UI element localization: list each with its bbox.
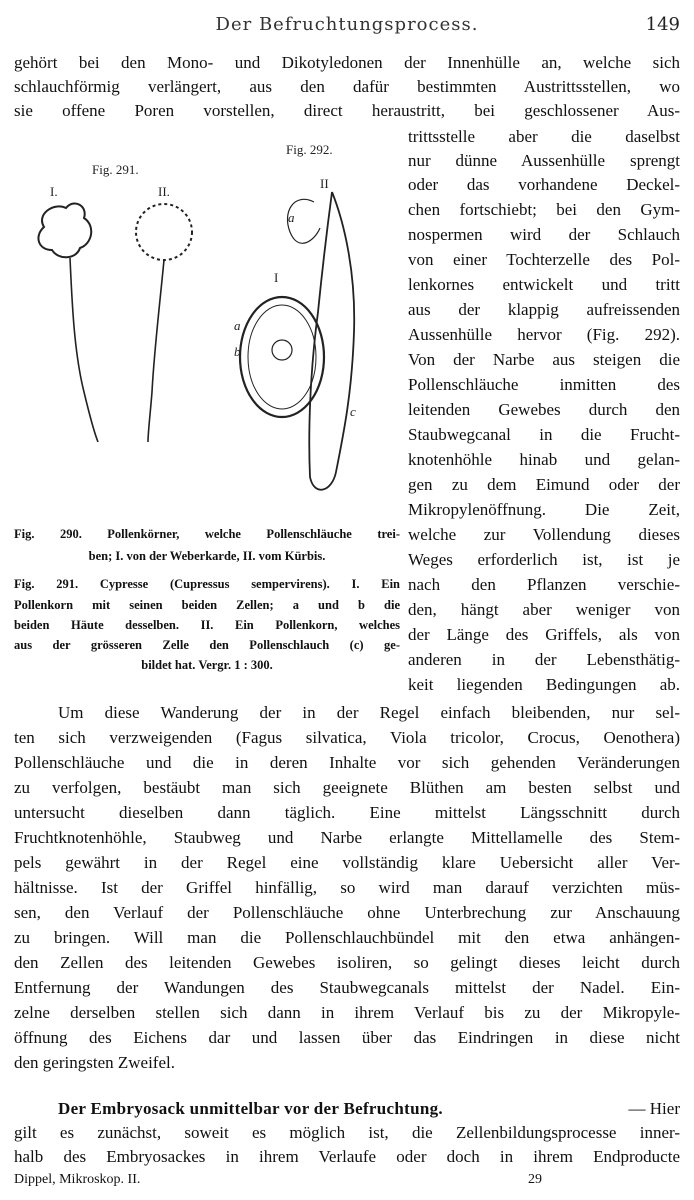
caption-line: aus der grösseren Zelle den Pollenschlauch (c) ge-	[14, 638, 400, 652]
figure-area	[14, 132, 400, 522]
text-line: Aussenhülle hervor (Fig. 292).	[408, 325, 680, 344]
text-line: Fruchtknotenhöhle, Staubweg und Narbe erlangte Mittellamelle des Stem-	[14, 828, 680, 847]
mark-a-top: a	[288, 210, 295, 225]
page-footer	[14, 1172, 680, 1194]
text-line: lenkornes entwickelt und tritt	[408, 275, 680, 294]
running-title: Der Befruchtungsprocess.	[215, 14, 479, 35]
mark-c: c	[350, 404, 356, 419]
pollen-tube-I	[70, 258, 98, 442]
pollen-grain-cypress	[240, 297, 324, 417]
fig-label-I-mid: I	[274, 270, 279, 285]
text-line: Mikropylenöffnung. Die Zeit,	[408, 500, 680, 519]
text-line: Pollenschläuche und die in deren Inhalte vor sich gehenden Veränderungen	[14, 753, 680, 772]
text-line: von einer Tochterzelle des Pol-	[408, 250, 680, 269]
text-line: keit liegenden Bedingungen ab.	[408, 675, 680, 694]
text-line: hältnisse. Ist der Griffel hinfällig, so wird man darauf verzichten müs-	[14, 878, 680, 897]
fig-291-title: Fig. 291.	[92, 162, 139, 177]
text-line: Staubwegcanal in die Frucht-	[408, 425, 680, 444]
caption-line: Fig. 291. Cypresse (Cupressus sempervirens). I. Ein	[14, 577, 400, 591]
text-line: Um diese Wanderung der in der Regel einfach bleibenden, nur sel-	[58, 703, 680, 722]
text-line: chen fortschiebt; bei den Gym-	[408, 200, 680, 219]
text-line: oder das vorhandene Deckel-	[408, 175, 680, 194]
text-line: anderen in der Lebensthätig-	[408, 650, 680, 669]
fig-label-I: I.	[50, 184, 58, 199]
pollen-tube-cypress	[309, 192, 354, 490]
pollen-illustration	[14, 132, 400, 522]
mark-a: a	[234, 318, 241, 333]
pollen-grain-I	[38, 203, 91, 257]
text-line: nach den Pflanzen verschie-	[408, 575, 680, 594]
text-line: schlauchförmig verlängert, aus den dafür bestimmten Austrittsstellen, wo	[14, 77, 680, 96]
caption-line: Fig. 290. Pollenkörner, welche Pollenschläuche trei-	[14, 527, 400, 541]
text-line: den, hängt aber weniger von	[408, 600, 680, 619]
fig-label-II-top: II	[320, 176, 329, 191]
pollen-tube-II	[148, 260, 164, 442]
text-line: ten sich verzweigenden (Fagus silvatica, Viola tricolor, Crocus, Oenothera)	[14, 728, 680, 747]
text-line: Weges erforderlich ist, ist je	[408, 550, 680, 569]
text-line: Von der Narbe aus steigen die	[408, 350, 680, 369]
text-line: nur dünne Aussenhülle sprengt	[408, 151, 680, 170]
text-line: knotenhöhle hinab und gelan-	[408, 450, 680, 469]
text-line: pels gewährt in der Regel eine vollständig klare Uebersicht aller Ver-	[14, 853, 680, 872]
text-line: Entfernung der Wandungen des Staubwegcanals mittelst der Nadel. Ein-	[14, 978, 680, 997]
signature-mark: Dippel, Mikroskop. II.	[14, 1172, 141, 1187]
running-head	[0, 14, 694, 42]
page-number: 149	[645, 14, 680, 35]
caption-line: Pollenkorn mit seinen beiden Zellen; a und b die	[14, 598, 400, 612]
text-line: gen zu dem Eimund oder der	[408, 475, 680, 494]
section-heading-line	[14, 1098, 680, 1120]
fig-292-title: Fig. 292.	[286, 142, 333, 157]
pollen-nucleus	[272, 340, 292, 360]
section-heading: Der Embryosack unmittelbar vor der Befruchtung.	[58, 1099, 443, 1118]
text-line: sie offene Poren vorstellen, direct heraustritt, bei geschlossener Aus-	[14, 101, 680, 120]
caption-line: beiden Häute desselben. II. Ein Pollenkorn, welches	[14, 618, 400, 632]
section-heading-rest: — Hier	[628, 1099, 680, 1118]
sheet-number: 29	[528, 1172, 542, 1187]
text-line: Pollenschläuche inmitten des	[408, 375, 680, 394]
text-line: den Zellen des leitenden Gewebes isoliren, so gelingt dieses leicht durch	[14, 953, 680, 972]
text-line: zelne derselben stellen sich dann in ihrem Verlauf bis zu der Mikropyle-	[14, 1003, 680, 1022]
text-line: welche zur Vollendung dieses	[408, 525, 680, 544]
text-line: gehört bei den Mono- und Dikotyledonen der Innenhülle an, welche sich	[14, 53, 680, 72]
text-line: der Länge des Griffels, als von	[408, 625, 680, 644]
mark-b: b	[234, 344, 241, 359]
text-line: halb des Embryosackes in ihrem Verlaufe oder doch in ihrem Endproducte	[14, 1147, 680, 1166]
text-line: öffnung des Eichens dar und lassen über das Eindringen in diese nicht	[14, 1028, 680, 1047]
pollen-inner-skin	[248, 305, 316, 409]
text-line: nospermen wird der Schlauch	[408, 225, 680, 244]
text-line: untersucht dieselben dann täglich. Eine mittelst Längsschnitt durch	[14, 803, 680, 822]
text-line: leitenden Gewebes durch den	[408, 400, 680, 419]
text-line: den geringsten Zweifel.	[14, 1053, 175, 1072]
text-line: zu verfolgen, bestäubt man sich geeignete Blüthen am besten selbst und	[14, 778, 680, 797]
caption-line: ben; I. von der Weberkarde, II. vom Kürbis.	[88, 549, 326, 563]
caption-line: bildet hat. Vergr. 1 : 300.	[141, 658, 273, 672]
text-line: trittsstelle aber die daselbst	[408, 127, 680, 146]
text-line: gilt es zunächst, soweit es möglich ist, die Zellenbildungsprocesse inner-	[14, 1123, 680, 1142]
fig-label-II: II.	[158, 184, 170, 199]
text-line: zu bringen. Will man die Pollenschlauchbündel mit den etwa anhängen-	[14, 928, 680, 947]
text-line: sen, den Verlauf der Pollenschläuche ohne Unterbrechung zur Anschauung	[14, 903, 680, 922]
text-line: aus der klappig aufreissenden	[408, 300, 680, 319]
pollen-grain-II	[136, 204, 192, 260]
